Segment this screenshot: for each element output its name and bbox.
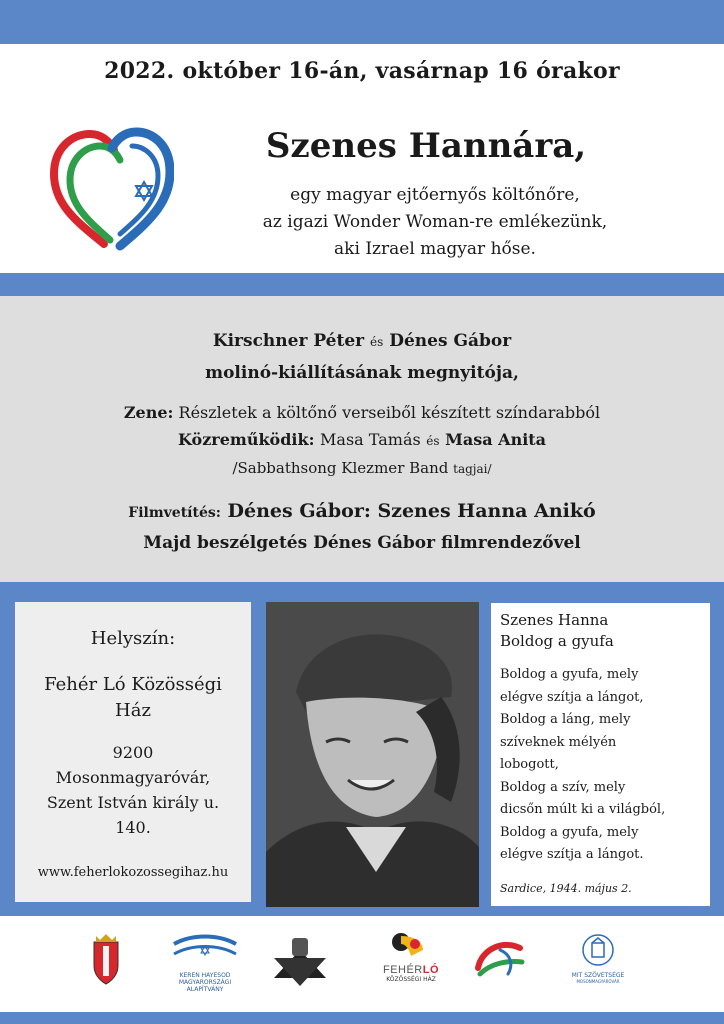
- poem-line: elégve szítja a lángot,: [500, 689, 644, 705]
- wordmark-part: FEHÉR: [382, 964, 423, 976]
- poem-line: elégve szítja a lángot.: [500, 847, 644, 862]
- poem-line: dicsőn múlt ki a világból,: [500, 802, 666, 817]
- wordmark-part: LÓ: [422, 964, 440, 976]
- conjunction: és: [370, 335, 384, 349]
- poem-date: Sardice, 1944. május 2.: [500, 882, 632, 895]
- logo-caption: MIT SZÖVETSÉGE: [571, 972, 625, 979]
- logo-caption: KÖZÖSSÉGI HÁZ: [386, 976, 436, 983]
- poem-body: [500, 664, 710, 867]
- address-street: Szent István király u.: [46, 793, 220, 812]
- portrait-photo: [266, 602, 479, 907]
- band-name: /Sabbathsong Klezmer Band: [232, 459, 449, 477]
- logo-caption: MAGYARORSZÁGI ALAPÍTVÁNY: [178, 979, 232, 993]
- address-zip: 9200: [112, 743, 154, 762]
- music-line: [0, 403, 724, 422]
- film-label: Filmvetítés:: [128, 505, 221, 521]
- venue-name-line: Fehér Ló Közösségi: [44, 674, 222, 695]
- performers-line: [0, 430, 724, 449]
- poem-card: [491, 603, 710, 906]
- exhibition-title: molinó-kiállításának megnyitója,: [205, 363, 519, 383]
- logo-caption: KEREN HAYESOD: [179, 972, 231, 979]
- performer-name: Masa Tamás: [320, 430, 421, 449]
- poem-line: Boldog a gyufa, mely: [500, 824, 639, 840]
- performer-name: Masa Anita: [445, 430, 547, 449]
- page-title: Szenes Hannára,: [265, 126, 587, 166]
- subtitle-line: az igazi Wonder Woman-re emlékezünk,: [262, 212, 608, 232]
- conjunction: és: [426, 434, 440, 448]
- venue-name: [15, 672, 251, 724]
- subtitle-line: egy magyar ejtőernyős költőnőre,: [290, 185, 580, 205]
- venue-label: Helyszín:: [90, 628, 176, 649]
- film-title: Dénes Gábor: Szenes Hanna Anikó: [227, 500, 596, 522]
- venue-name-line: Ház: [115, 700, 151, 721]
- israel-flag-icon: [168, 930, 242, 968]
- talk-line: Majd beszélgetés Dénes Gábor filmrendezővel: [143, 533, 581, 553]
- artist-name: Dénes Gábor: [389, 331, 512, 351]
- building-icon: [570, 930, 626, 968]
- poem-title: Boldog a gyufa: [500, 632, 614, 650]
- mit-szovetsege-logo: [570, 930, 626, 990]
- band-members: tagjai/: [453, 462, 492, 476]
- music-label: Zene:: [123, 403, 174, 422]
- venue-address: [15, 740, 251, 840]
- film-line: [0, 500, 724, 522]
- subtitle: [200, 182, 670, 263]
- poem-author: Szenes Hanna: [500, 611, 609, 629]
- city-coat-of-arms-icon: [88, 930, 124, 990]
- artist-name: Kirschner Péter: [212, 331, 365, 351]
- music-text: Részletek a költőnő verseiből készített színdarabból: [178, 403, 601, 422]
- memorial-star-icon: [266, 930, 334, 990]
- hungarian-swirl-logo-icon: [470, 930, 530, 990]
- poem-line: lobogott,: [500, 757, 559, 772]
- poem-line: Boldog a gyufa, mely: [500, 667, 639, 682]
- subtitle-line: aki Izrael magyar hőse.: [334, 239, 536, 259]
- star-of-david-icon: [136, 182, 152, 200]
- poem-line: Boldog a láng, mely: [500, 712, 631, 727]
- event-date: 2022. október 16-án, vasárnap 16 órakor: [104, 58, 620, 84]
- exhibition-artists: [0, 331, 724, 351]
- portrait-illustration: [266, 602, 479, 907]
- feher-lo-icon: [375, 930, 447, 960]
- feher-lo-wordmark: [375, 964, 447, 976]
- keren-hayesod-logo: [168, 930, 242, 993]
- poem-line: szíveknek mélyén: [500, 734, 617, 750]
- feher-lo-logo: [375, 930, 447, 990]
- poem-line: Boldog a szív, mely: [500, 779, 626, 795]
- address-city: Mosonmagyaróvár,: [55, 768, 211, 787]
- venue-card: [15, 602, 251, 902]
- performers-label: Közreműködik:: [177, 430, 315, 449]
- venue-website-link[interactable]: www.feherlokozossegihaz.hu: [37, 865, 229, 880]
- band-line: [0, 459, 724, 477]
- logo-caption: MOSONMAGYARÓVÁR: [576, 979, 620, 984]
- heart-logo-icon: [50, 126, 174, 252]
- address-number: 140.: [115, 818, 151, 837]
